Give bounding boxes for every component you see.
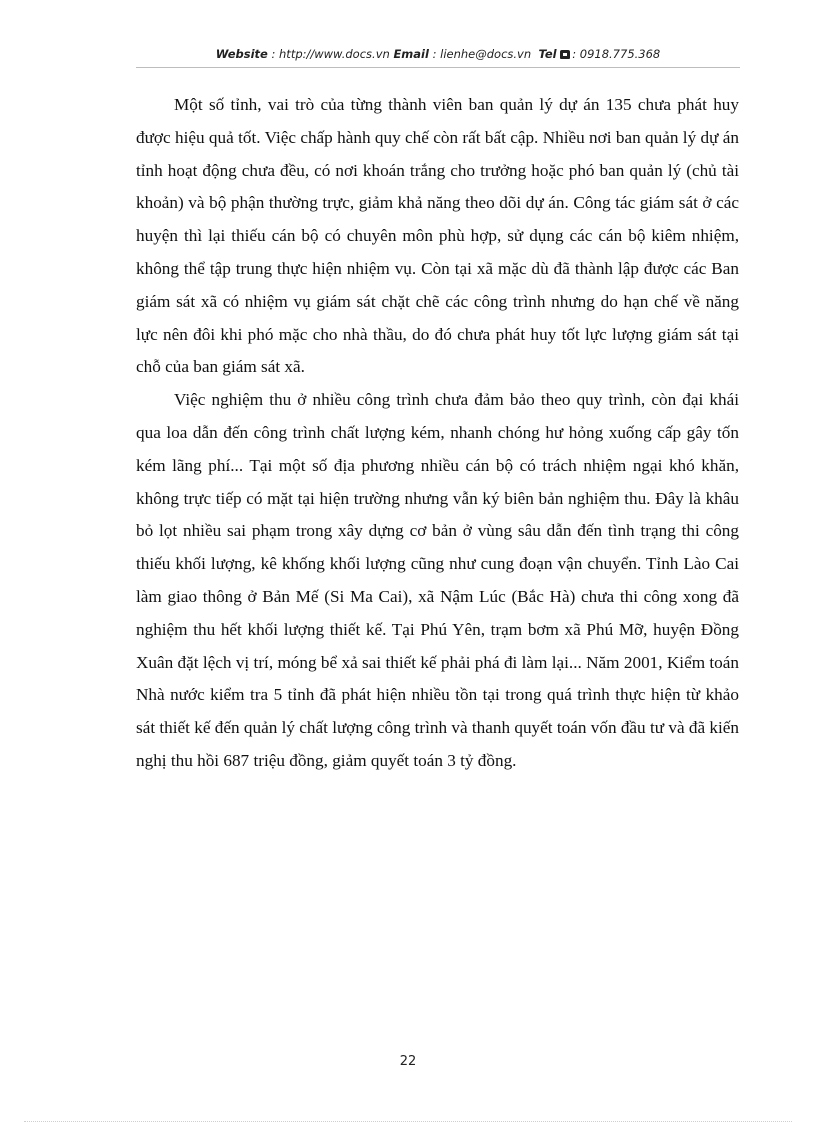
- tel-value: : 0918.775.368: [572, 47, 661, 61]
- phone-icon: [560, 50, 570, 59]
- page-bottom-border: [24, 1121, 792, 1122]
- header-divider: [136, 67, 740, 68]
- tel-label: Tel: [538, 47, 557, 61]
- website-separator: :: [267, 47, 280, 61]
- email-label: Email: [393, 47, 429, 61]
- page-header: [136, 47, 740, 61]
- website-value[interactable]: http://www.docs.vn: [279, 47, 390, 61]
- paragraph: Một số tỉnh, vai trò của từng thành viên ban quản lý dự án 135 chưa phát huy được hiệu quả tốt. Việc chấp hành quy chế còn rất bất cập. Nhiều nơi ban quản lý dự án tỉnh hoạt động chưa đều, có nơi khoán trắng cho trưởng hoặc phó ban quản lý (chủ tài khoản) và bộ phận thường trực, giảm khả năng theo dõi dự án. Công tác giám sát ở các huyện thì lại thiếu cán bộ có chuyên môn phù hợp, sử dụng các cán bộ kiêm nhiệm, không thể tập trung thực hiện nhiệm vụ. Còn tại xã mặc dù đã thành lập được các Ban giám sát xã có nhiệm vụ giám sát chặt chẽ các công trình nhưng do hạn chế về năng lực nên đôi khi phó mặc cho nhà thầu, do đó chưa phát huy tốt lực lượng giám sát tại chỗ của ban giám sát xã.: [136, 95, 739, 377]
- email-separator: :: [428, 47, 441, 61]
- website-label: Website: [215, 47, 268, 61]
- page-number: 22: [399, 1054, 417, 1069]
- document-body: [136, 89, 739, 778]
- paragraph: Việc nghiệm thu ở nhiều công trình chưa đảm bảo theo quy trình, còn đại khái qua loa dẫn đến công trình chất lượng kém, nhanh chóng hư hỏng xuống cấp gây tốn kém lãng phí... Tại một số địa phương nhiều cán bộ có trách nhiệm ngại khó khăn, không trực tiếp có mặt tại hiện trường nhưng vẫn ký biên bản nghiệm thu. Đây là khâu bỏ lọt nhiều sai phạm trong xây dựng cơ bản ở vùng sâu dẫn đến tình trạng thi công thiếu khối lượng, kê khống khối lượng cũng như cung đoạn vận chuyển. Tỉnh Lào Cai làm giao thông ở Bản Mế (Si Ma Cai), xã Nậm Lúc (Bắc Hà) chưa thi công xong đã nghiệm thu hết khối lượng thiết kế. Tại Phú Yên, trạm bơm xã Phú Mỡ, huyện Đồng Xuân đặt lệch vị trí, móng bể xả sai thiết kế phải phá đi làm lại... Năm 2001, Kiểm toán Nhà nước kiểm tra 5 tỉnh đã phát hiện nhiều tồn tại trong quá trình thực hiện từ khảo sát thiết kế đến quản lý chất lượng công trình và thanh quyết toán vốn đầu tư và đã kiến nghị thu hồi 687 triệu đồng, giảm quyết toán 3 tỷ đồng.: [136, 390, 739, 770]
- email-value[interactable]: lienhe@docs.vn: [440, 47, 532, 61]
